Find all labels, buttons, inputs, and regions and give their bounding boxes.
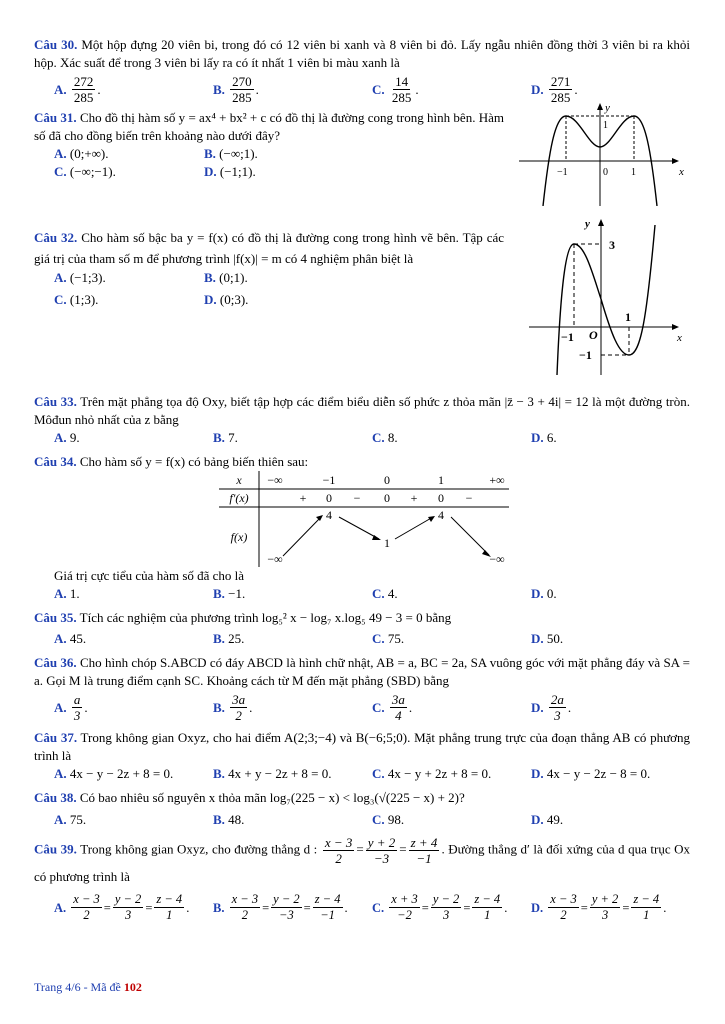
exam-page bbox=[34, 36, 690, 929]
option-d[interactable]: D. $\frac{271}{285}$ . bbox=[531, 74, 578, 105]
options bbox=[34, 145, 354, 163]
option-b[interactable]: B. $\frac{3a}{2}$ . bbox=[213, 692, 253, 723]
option-c[interactable]: C. (1;3). bbox=[54, 292, 99, 307]
question-stem: Cho đồ thị hàm số y = ax⁴ + bx² + c có đồ thị là đường cong trong hình bên. Hàm số đã cho đồng biến trên khoảng nào dưới đây? bbox=[34, 110, 504, 143]
x-label: x bbox=[679, 166, 684, 178]
question-number: Câu 37. bbox=[34, 730, 78, 745]
option-a[interactable]: A. $\frac{a}{3}$ . bbox=[54, 692, 88, 723]
arrow-down bbox=[451, 517, 489, 555]
question-stem: Trên mặt phẳng tọa độ Oxy, biết tập hợp các điểm biểu diễn số phức z thỏa mãn |z̄ − 3 + 4i| = 12 là một đường tròn. Môđun nhỏ nhất của z bằng bbox=[34, 394, 691, 427]
options bbox=[34, 269, 354, 287]
x-val: 1 bbox=[438, 473, 444, 487]
option-a[interactable]: A. (0;+∞). bbox=[54, 146, 109, 161]
option-b[interactable]: B. (0;1). bbox=[204, 270, 248, 285]
x-val: −1 bbox=[322, 473, 336, 487]
x-val: +∞ bbox=[489, 473, 505, 487]
option-d[interactable]: D. (0;3). bbox=[204, 292, 249, 307]
f-val: −∞ bbox=[267, 552, 283, 566]
option-a[interactable]: A. 45. bbox=[54, 631, 87, 646]
options bbox=[34, 291, 354, 309]
option-a[interactable]: A. 9. bbox=[54, 430, 80, 445]
sign: + bbox=[410, 491, 418, 505]
tick-pos: 1 bbox=[631, 167, 636, 178]
question-number: Câu 30. bbox=[34, 37, 78, 52]
page-footer: Trang 4/6 - Mã đề 102 bbox=[34, 980, 142, 994]
question-number: Câu 39. bbox=[34, 841, 77, 857]
question-31 bbox=[34, 102, 690, 221]
question-number: Câu 33. bbox=[34, 394, 77, 409]
option-d[interactable]: D. 0. bbox=[531, 586, 557, 601]
option-c[interactable]: C. 8. bbox=[372, 430, 398, 445]
option-d[interactable]: D. 50. bbox=[531, 631, 564, 646]
question-number: Câu 31. bbox=[34, 110, 77, 125]
option-b[interactable]: B. $\frac{270}{285}$ . bbox=[213, 74, 259, 105]
options bbox=[34, 585, 690, 603]
y-axis-arrow bbox=[597, 103, 603, 110]
y-axis-arrow bbox=[598, 219, 604, 226]
option-a[interactable]: A. 1. bbox=[54, 586, 80, 601]
question-32 bbox=[34, 218, 690, 387]
option-d[interactable]: D. $\frac{x - 3}{2}$ = $\frac{y + 2}{3}$ = $\frac{z - 4}{1}$ . bbox=[531, 892, 667, 922]
option-c[interactable]: C. (−∞;−1). bbox=[54, 164, 116, 179]
x-axis-arrow bbox=[672, 158, 679, 164]
arrow-up bbox=[283, 517, 321, 556]
options bbox=[34, 163, 354, 181]
fprime-label: f′(x) bbox=[229, 491, 249, 505]
question-number: Câu 32. bbox=[34, 230, 78, 245]
option-c[interactable]: C. 98. bbox=[372, 812, 405, 827]
option-a[interactable]: A. (−1;3). bbox=[54, 270, 106, 285]
question-stem: Cho hàm số y = f(x) có bảng biến thiên sau: bbox=[79, 454, 309, 469]
option-a[interactable]: A. 4x − y − 2z + 8 = 0. bbox=[54, 766, 174, 781]
question-stem: Cho hàm số bậc ba y = f(x) có đồ thị là đường cong trong hình vẽ bên. Tập các giá trị của tham số m để phương trình |f(x)| = m có 4 nghiệm phân biệt là bbox=[34, 230, 505, 266]
question-number: Câu 38. bbox=[34, 790, 77, 805]
option-b[interactable]: B. 48. bbox=[213, 812, 245, 827]
f-val: −∞ bbox=[489, 552, 505, 566]
question-39: Câu 39. Trong không gian Oxyz, cho đường thẳng d : $\frac{x - 3}{2}$ = $\frac{y + 2}{-3}$ = $\frac{z + 4}{-1}$ . Đường thẳng d′ là đối xứng của d qua trục Ox có phương trình là A. $\frac{x - 3}{2}$ = $\frac{y - 2}{3}$ = $\frac{z - 4}{1}$ . B. $\frac{x - 3}{2}$ = $\frac{y - 2}{-3}$ = $\frac{z - 4}{-1}$ . C. $\frac{x + 3}{-2}$ = $\frac{y - 2}{3}$ = $\frac{z - 4}{1}$ . D. $\frac{x - 3}{2}$ = $\frac{y + 2}{3}$ = $\frac{z - 4}{1}$ . bbox=[34, 835, 691, 922]
question-36 bbox=[34, 654, 690, 723]
options bbox=[34, 811, 690, 829]
option-d[interactable]: D. $\frac{2a}{3}$ . bbox=[531, 692, 572, 723]
x-val: 0 bbox=[384, 473, 390, 487]
options bbox=[34, 765, 690, 783]
arrow-up bbox=[395, 517, 433, 539]
x-neg-label: −1 bbox=[561, 330, 574, 344]
option-d[interactable]: D. (−1;1). bbox=[204, 164, 256, 179]
option-b[interactable]: B. 25. bbox=[213, 631, 245, 646]
question-stem: Có bao nhiêu số nguyên x thỏa mãn log₇(225 − x) < log₃(√(225 − x) + 2)? bbox=[79, 790, 465, 805]
cubic-graph bbox=[529, 215, 689, 375]
question-34 bbox=[34, 453, 690, 603]
option-b[interactable]: B. 4x + y − 2z + 8 = 0. bbox=[213, 766, 332, 781]
question-35 bbox=[34, 609, 690, 648]
x-label: x bbox=[677, 332, 682, 344]
option-d[interactable]: D. 6. bbox=[531, 430, 557, 445]
option-a[interactable]: A. $\frac{272}{285}$ . bbox=[54, 74, 101, 105]
option-c[interactable]: C. $\frac{x + 3}{-2}$ = $\frac{y - 2}{3}$ = $\frac{z - 4}{1}$ . bbox=[372, 892, 508, 922]
options bbox=[34, 692, 690, 723]
variation-table bbox=[219, 471, 519, 567]
question-stem: Một hộp đựng 20 viên bi, trong đó có 12 viên bi xanh và 8 viên bi đỏ. Lấy ngẫu nhiên đồng thời 3 viên bi ra khỏi hộp. Xác suất để trong 3 viên bi lấy ra có ít nhất 1 viên bi màu xanh là bbox=[34, 37, 690, 70]
f-val: 4 bbox=[438, 508, 444, 522]
question-33 bbox=[34, 393, 690, 447]
y-label: y bbox=[605, 102, 610, 114]
x-val: −∞ bbox=[267, 473, 283, 487]
option-b[interactable]: B. −1. bbox=[213, 586, 246, 601]
option-a[interactable]: A. 75. bbox=[54, 812, 87, 827]
arrow-down bbox=[339, 517, 379, 539]
curve bbox=[557, 225, 655, 375]
option-b[interactable]: B. 7. bbox=[213, 430, 238, 445]
f-label: f(x) bbox=[230, 530, 248, 544]
x-axis-arrow bbox=[672, 324, 679, 330]
question-stem: Trong không gian Oxyz, cho đường thẳng d : bbox=[80, 841, 318, 857]
option-b[interactable]: B. (−∞;1). bbox=[204, 146, 258, 161]
sign: 0 bbox=[438, 491, 444, 505]
sign: 0 bbox=[384, 491, 390, 505]
exam-code: 102 bbox=[123, 980, 142, 994]
question-38 bbox=[34, 789, 690, 829]
option-a[interactable]: A. $\frac{x - 3}{2}$ = $\frac{y - 2}{3}$ = $\frac{z - 4}{1}$ . bbox=[54, 892, 190, 922]
y-min-label: −1 bbox=[579, 348, 592, 362]
question-stem: Trong không gian Oxyz, cho hai điểm A(2;3;−4) và B(−6;5;0). Mặt phẳng trung trực của đoạn thẳng AB có phương trình là bbox=[34, 730, 691, 763]
x-pos-label: 1 bbox=[625, 310, 631, 324]
question-number: Câu 36. bbox=[34, 655, 77, 670]
option-b[interactable]: B. $\frac{x - 3}{2}$ = $\frac{y - 2}{-3}$ = $\frac{z - 4}{-1}$ . bbox=[213, 892, 348, 922]
question-stem: Cho hình chóp S.ABCD có đáy ABCD là hình chữ nhật, AB = a, BC = 2a, SA vuông góc với mặt phẳng đáy và SA = a. Gọi M là trung điểm cạnh SC. Khoảng cách từ M đến mặt phẳng (SBD) bằng bbox=[34, 655, 690, 688]
options bbox=[34, 429, 690, 447]
y-label: y bbox=[585, 218, 590, 230]
option-d[interactable]: D. 4x − y − 2z − 8 = 0. bbox=[531, 766, 651, 781]
sign: − bbox=[353, 491, 361, 505]
question-37 bbox=[34, 729, 690, 783]
option-c[interactable]: C. 4. bbox=[372, 586, 398, 601]
sign: + bbox=[299, 491, 307, 505]
question-stem: Tích các nghiệm của phương trình log₅² x − log₇ x.log₅ 49 − 3 = 0 bằng bbox=[79, 610, 452, 625]
f-val: 1 bbox=[384, 536, 390, 550]
option-c[interactable]: C. 75. bbox=[372, 631, 405, 646]
options bbox=[34, 630, 690, 648]
question-number: Câu 35. bbox=[34, 610, 77, 625]
tick-origin: 0 bbox=[603, 167, 608, 178]
y-max-label: 3 bbox=[609, 238, 615, 252]
quartic-graph bbox=[519, 101, 689, 206]
sign: − bbox=[465, 491, 473, 505]
y-tick: 1 bbox=[603, 120, 608, 131]
f-val: 4 bbox=[326, 508, 332, 522]
option-c[interactable]: C. $\frac{3a}{4}$ . bbox=[372, 692, 413, 723]
question-30 bbox=[34, 36, 690, 105]
question-followup: Giá trị cực tiểu của hàm số đã cho là bbox=[54, 568, 245, 583]
x-label: x bbox=[236, 473, 242, 487]
question-number: Câu 34. bbox=[34, 454, 77, 469]
option-c[interactable]: C. 4x − y + 2z + 8 = 0. bbox=[372, 766, 492, 781]
tick-neg: −1 bbox=[557, 167, 568, 178]
option-c[interactable]: C. $\frac{14}{285}$ . bbox=[372, 74, 419, 105]
option-d[interactable]: D. 49. bbox=[531, 812, 564, 827]
sign: 0 bbox=[326, 491, 332, 505]
options bbox=[34, 892, 690, 923]
origin-label: O bbox=[589, 328, 598, 342]
